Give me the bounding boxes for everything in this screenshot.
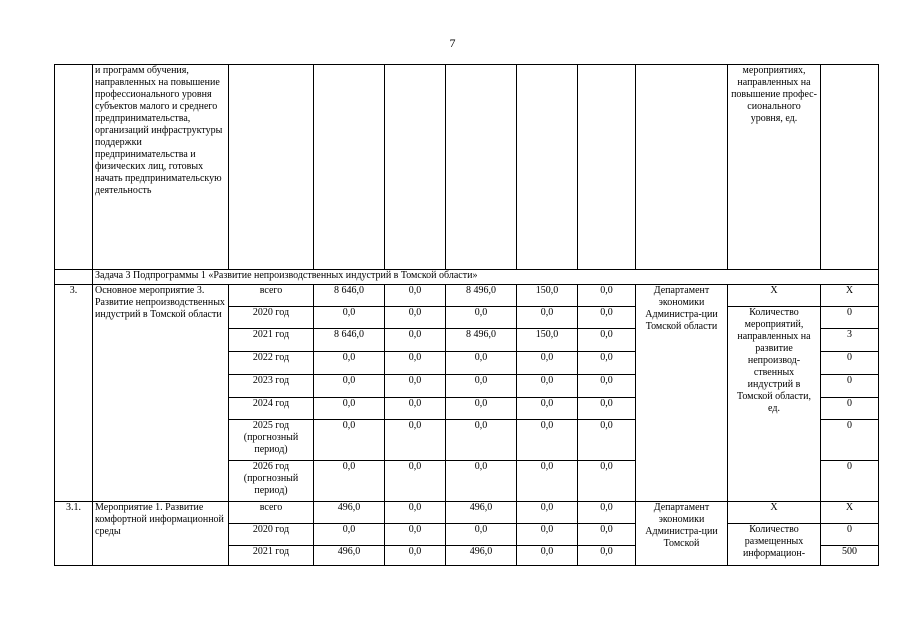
- period-cell: 2020 год: [229, 307, 314, 329]
- value-cell: 0,0: [314, 352, 385, 375]
- section-3-1: [55, 502, 879, 566]
- period-cell: 2024 год: [229, 398, 314, 420]
- task-row: [55, 270, 879, 285]
- value-cell: 0,0: [385, 285, 446, 307]
- value-cell: 0,0: [517, 375, 578, 398]
- value-cell: 0,0: [517, 524, 578, 546]
- department-cell: Департамент экономики Администра-ции Томской: [636, 502, 728, 566]
- value-cell: 0,0: [446, 375, 517, 398]
- table-row: [55, 285, 879, 307]
- target-cell: 0: [821, 420, 879, 461]
- value-cell: 0,0: [385, 502, 446, 524]
- value-cell: 496,0: [314, 502, 385, 524]
- target-cell: 0: [821, 461, 879, 502]
- value-cell: 496,0: [446, 546, 517, 566]
- value-cell: 0,0: [314, 398, 385, 420]
- value-cell: 0,0: [446, 307, 517, 329]
- value-cell: 0,0: [578, 329, 636, 352]
- period-cell: 2020 год: [229, 524, 314, 546]
- value-cell: 0,0: [578, 375, 636, 398]
- value-cell: 0,0: [578, 398, 636, 420]
- value-cell: 0,0: [446, 461, 517, 502]
- value-cell: 0,0: [385, 307, 446, 329]
- target-cell: 3: [821, 329, 879, 352]
- event-name: Основное мероприятие 3. Развитие непроизводственных индустрий в Томской области: [93, 285, 229, 502]
- target-cell: Х: [821, 285, 879, 307]
- value-cell: 0,0: [385, 420, 446, 461]
- period-cell: 2022 год: [229, 352, 314, 375]
- value-cell: 0,0: [517, 352, 578, 375]
- task-header: Задача 3 Подпрограммы 1 «Развитие непроизводственных индустрий в Томской области»: [93, 270, 879, 285]
- continuation-indicator: мероприятиях, направленных на повышение профес-сионального уровня, ед.: [728, 65, 821, 270]
- value-cell: 0,0: [385, 524, 446, 546]
- value-cell: 0,0: [314, 307, 385, 329]
- value-cell: 0,0: [578, 461, 636, 502]
- value-cell: 0,0: [385, 329, 446, 352]
- value-cell: 0,0: [446, 398, 517, 420]
- value-cell: 0,0: [578, 420, 636, 461]
- value-cell: 8 496,0: [446, 329, 517, 352]
- target-cell: 0: [821, 398, 879, 420]
- value-cell: 0,0: [517, 307, 578, 329]
- program-table: [54, 64, 879, 566]
- value-cell: 496,0: [446, 502, 517, 524]
- value-cell: 0,0: [578, 307, 636, 329]
- department-cell: Департамент экономики Администра-ции Томской области: [636, 285, 728, 502]
- value-cell: 0,0: [385, 352, 446, 375]
- value-cell: 0,0: [314, 461, 385, 502]
- row-number: 3.1.: [55, 502, 93, 566]
- value-cell: 0,0: [517, 398, 578, 420]
- value-cell: 0,0: [517, 420, 578, 461]
- value-cell: 0,0: [517, 502, 578, 524]
- value-cell: 0,0: [578, 524, 636, 546]
- continuation-block: [55, 65, 879, 285]
- value-cell: 8 496,0: [446, 285, 517, 307]
- value-cell: 8 646,0: [314, 285, 385, 307]
- target-cell: 500: [821, 546, 879, 566]
- value-cell: 8 646,0: [314, 329, 385, 352]
- value-cell: 0,0: [517, 546, 578, 566]
- value-cell: 0,0: [578, 352, 636, 375]
- continuation-text: и программ обучения, направленных на повышение профессионального уровня субъектов малого и среднего предпринимательства, организаций инфраструктуры поддержки предпринимательства и физических лиц, готовых начать предпринимательскую деятельность: [93, 65, 229, 270]
- target-cell: 0: [821, 307, 879, 329]
- value-cell: 0,0: [385, 398, 446, 420]
- period-cell: всего: [229, 502, 314, 524]
- target-cell: 0: [821, 524, 879, 546]
- value-cell: 0,0: [578, 502, 636, 524]
- value-cell: 0,0: [314, 375, 385, 398]
- page-number: 7: [449, 36, 456, 50]
- value-cell: 0,0: [578, 285, 636, 307]
- indicator-cell: Количество размещенных информацион-: [728, 524, 821, 566]
- value-cell: 0,0: [314, 524, 385, 546]
- value-cell: 0,0: [446, 352, 517, 375]
- value-cell: 0,0: [385, 546, 446, 566]
- period-cell: всего: [229, 285, 314, 307]
- period-cell: 2021 год: [229, 329, 314, 352]
- indicator-x-cell: Х: [728, 502, 821, 524]
- indicator-cell: Количество мероприятий, направленных на развитие непроизвод-ственных индустрий в Томской области, ед.: [728, 307, 821, 502]
- event-name: Мероприятие 1. Развитие комфортной информационной среды: [93, 502, 229, 566]
- value-cell: 150,0: [517, 329, 578, 352]
- period-cell: 2026 год (прогнозный период): [229, 461, 314, 502]
- value-cell: 0,0: [578, 546, 636, 566]
- target-cell: Х: [821, 502, 879, 524]
- period-cell: 2025 год (прогнозный период): [229, 420, 314, 461]
- section-3: [55, 285, 879, 502]
- value-cell: 496,0: [314, 546, 385, 566]
- row-number: 3.: [55, 285, 93, 502]
- period-cell: 2023 год: [229, 375, 314, 398]
- value-cell: 0,0: [314, 420, 385, 461]
- period-cell: 2021 год: [229, 546, 314, 566]
- table-row: [55, 65, 879, 270]
- target-cell: 0: [821, 375, 879, 398]
- value-cell: 0,0: [446, 420, 517, 461]
- value-cell: 0,0: [446, 524, 517, 546]
- value-cell: 0,0: [385, 461, 446, 502]
- indicator-x-cell: Х: [728, 285, 821, 307]
- value-cell: 0,0: [517, 461, 578, 502]
- table-row: [55, 502, 879, 524]
- value-cell: 0,0: [385, 375, 446, 398]
- target-cell: 0: [821, 352, 879, 375]
- value-cell: 150,0: [517, 285, 578, 307]
